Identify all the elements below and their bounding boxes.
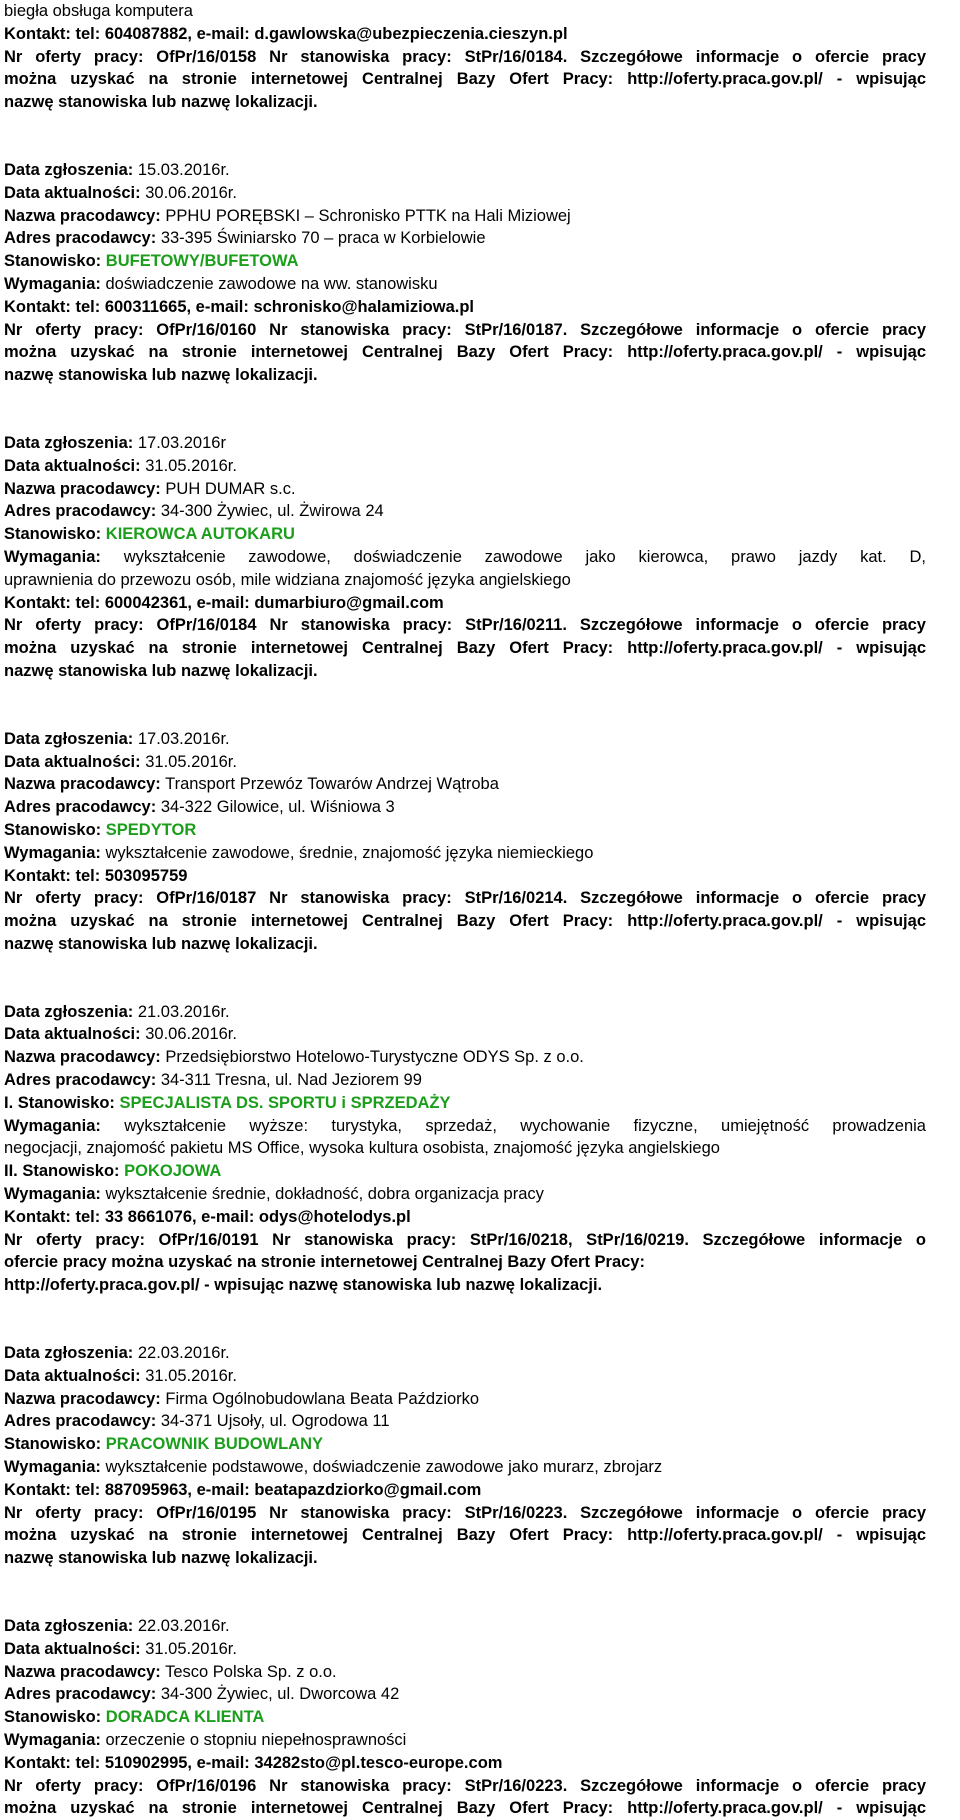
employer-address: 34-300 Żywiec, ul. Żwirowa 24 [160, 502, 384, 521]
job-offer [4, 432, 926, 683]
requirements-text: orzeczenie o stopniu niepełnosprawności [105, 1731, 407, 1749]
offer-info-line: można uzyskać na stronie internetowej Centralnej Bazy Ofert Pracy: http://oferty.praca.gov.pl/ - wpisując [4, 912, 926, 931]
employer-name: Przedsiębiorstwo Hotelowo-Turystyczne ODYS Sp. z o.o. [165, 1048, 584, 1067]
posted-date: 22.03.2016r. [137, 1344, 230, 1363]
job-offer [4, 728, 926, 956]
offer-info-line: nazwę stanowiska lub nazwę lokalizacji. [4, 1549, 318, 1568]
offer-number-line: Nr oferty pracy: OfPr/16/0195 Nr stanowiska pracy: StPr/16/0223. Szczegółowe informacje o ofercie pracy [4, 1503, 926, 1522]
spacer [4, 683, 926, 728]
field-label: Stanowisko: [4, 820, 102, 839]
employer-address: 34-322 Gilowice, ul. Wiśniowa 3 [160, 798, 395, 817]
job-offer [4, 159, 926, 387]
field-label: Data aktualności: [4, 1639, 141, 1658]
spacer [4, 956, 926, 1001]
contact-line: Kontakt: tel: 604087882, e-mail: d.gawlowska@ubezpieczenia.cieszyn.pl [4, 24, 568, 43]
valid-date: 30.06.2016r. [145, 183, 237, 202]
requirements-text: wykształcenie podstawowe, doświadczenie zawodowe jako murarz, zbrojarz [105, 1458, 663, 1477]
field-label: Wymagania: [4, 1116, 101, 1135]
employer-name: Firma Ogólnobudowlana Beata Paździorko [165, 1389, 480, 1408]
field-label: Data zgłoszenia: [4, 729, 134, 748]
field-label: Stanowisko: [4, 1435, 102, 1454]
contact-line: Kontakt: tel: 503095759 [4, 866, 188, 885]
field-label: Adres pracodawcy: [4, 798, 157, 817]
field-label: Wymagania: [4, 843, 101, 862]
field-label: Data zgłoszenia: [4, 1344, 134, 1363]
field-label: Wymagania: [4, 1185, 101, 1204]
field-label: Data aktualności: [4, 1025, 141, 1044]
offer-info-line: nazwę stanowiska lub nazwę lokalizacji. [4, 366, 318, 385]
position-title: SPECJALISTA DS. SPORTU i SPRZEDAŻY [119, 1093, 451, 1112]
field-label: Wymagania: [4, 1458, 101, 1477]
employer-name: Transport Przewóz Towarów Andrzej Wątroba [165, 775, 499, 794]
field-label: Nazwa pracodawcy: [4, 775, 161, 794]
offer-number-line: Nr oferty pracy: OfPr/16/0184 Nr stanowiska pracy: StPr/16/0211. Szczegółowe informacje o ofercie pracy [4, 616, 926, 635]
position-title: PRACOWNIK BUDOWLANY [105, 1435, 324, 1454]
valid-date: 31.05.2016r. [145, 752, 237, 771]
posted-date: 17.03.2016r. [137, 729, 230, 748]
requirement-continuation: biegła obsługa komputera [4, 2, 193, 20]
field-label: Adres pracodawcy: [4, 1685, 157, 1704]
position-title: DORADCA KLIENTA [105, 1708, 265, 1727]
field-label: Wymagania: [4, 274, 101, 293]
valid-date: 31.05.2016r. [145, 456, 237, 475]
spacer [4, 387, 926, 432]
field-label: Adres pracodawcy: [4, 1071, 157, 1090]
field-label: Stanowisko: [4, 252, 102, 271]
requirements-text: wykształcenie średnie, dokładność, dobra organizacja pracy [105, 1185, 544, 1204]
field-label: Wymagania: [4, 547, 101, 566]
position-title: BUFETOWY/BUFETOWA [105, 252, 299, 271]
posted-date: 17.03.2016r [137, 433, 226, 452]
requirements-text: negocjacji, znajomość pakietu MS Office, wysoka kultura osobista, znajomość języka angielskiego [4, 1139, 720, 1158]
requirements-text: wykształcenie wyższe: turystyka, sprzedaż, wychowanie fizyczne, umiejętność prowadzenia [124, 1116, 926, 1135]
contact-line: Kontakt: tel: 887095963, e-mail: beatapazdziorko@gmail.com [4, 1480, 482, 1499]
offer-info-line: można uzyskać na stronie internetowej Centralnej Bazy Ofert Pracy: http://oferty.praca.gov.pl/ - wpisując [4, 70, 926, 89]
offer-info-line: nazwę stanowiska lub nazwę lokalizacji. [4, 661, 318, 680]
offer-info-line: ofercie pracy można uzyskać na stronie internetowej Centralnej Bazy Ofert Pracy: [4, 1253, 645, 1272]
field-label: II. Stanowisko: [4, 1162, 120, 1181]
field-label: Data zgłoszenia: [4, 433, 134, 452]
field-label: Nazwa pracodawcy: [4, 1389, 161, 1408]
valid-date: 31.05.2016r. [145, 1366, 237, 1385]
field-label: Data zgłoszenia: [4, 1002, 134, 1021]
employer-name: PPHU PORĘBSKI – Schronisko PTTK na Hali Miziowej [165, 206, 571, 225]
offer-number-line: Nr oferty pracy: OfPr/16/0187 Nr stanowiska pracy: StPr/16/0214. Szczegółowe informacje o ofercie pracy [4, 889, 926, 908]
field-label: Nazwa pracodawcy: [4, 479, 161, 498]
requirements-text: wykształcenie zawodowe, średnie, znajomość języka niemieckiego [105, 843, 594, 862]
posted-date: 21.03.2016r. [137, 1002, 230, 1021]
field-label: Stanowisko: [4, 1708, 102, 1727]
field-label: Nazwa pracodawcy: [4, 206, 161, 225]
field-label: Adres pracodawcy: [4, 229, 157, 248]
field-label: Data aktualności: [4, 752, 141, 771]
contact-line: Kontakt: tel: 33 8661076, e-mail: odys@hotelodys.pl [4, 1207, 411, 1226]
offer-number-line: Nr oferty pracy: OfPr/16/0196 Nr stanowiska pracy: StPr/16/0223. Szczegółowe informacje o ofercie pracy [4, 1776, 926, 1795]
posted-date: 22.03.2016r. [137, 1617, 230, 1636]
field-label: Data aktualności: [4, 183, 141, 202]
employer-name: Tesco Polska Sp. z o.o. [165, 1662, 337, 1681]
field-label: Data zgłoszenia: [4, 160, 134, 179]
offer-info-line: http://oferty.praca.gov.pl/ - wpisując nazwę stanowiska lub nazwę lokalizacji. [4, 1276, 603, 1295]
requirements-text: wykształcenie zawodowe, doświadczenie zawodowe jako kierowca, prawo jazdy kat. D, [123, 547, 926, 566]
employer-name: PUH DUMAR s.c. [165, 479, 296, 498]
field-label: Adres pracodawcy: [4, 502, 157, 521]
employer-address: 34-311 Tresna, ul. Nad Jeziorem 99 [160, 1071, 422, 1090]
contact-line: Kontakt: tel: 600311665, e-mail: schronisko@halamiziowa.pl [4, 297, 475, 316]
offer-info-line: można uzyskać na stronie internetowej Centralnej Bazy Ofert Pracy: http://oferty.praca.gov.pl/ - wpisując [4, 1799, 926, 1818]
offer-fragment-top [4, 0, 926, 114]
position-title: KIEROWCA AUTOKARU [105, 525, 295, 544]
position-title: POKOJOWA [124, 1162, 222, 1181]
offer-number-line: Nr oferty pracy: OfPr/16/0191 Nr stanowiska pracy: StPr/16/0218, StPr/16/0219. Szczegółowe informacje o [4, 1230, 926, 1249]
field-label: Nazwa pracodawcy: [4, 1048, 161, 1067]
field-label: Data aktualności: [4, 1366, 141, 1385]
valid-date: 31.05.2016r. [145, 1639, 237, 1658]
contact-line: Kontakt: tel: 510902995, e-mail: 34282sto@pl.tesco-europe.com [4, 1753, 503, 1772]
offer-info-line: można uzyskać na stronie internetowej Centralnej Bazy Ofert Pracy: http://oferty.praca.gov.pl/ - wpisując [4, 639, 926, 658]
spacer [4, 114, 926, 159]
employer-address: 34-300 Żywiec, ul. Dworcowa 42 [160, 1685, 400, 1704]
contact-line: Kontakt: tel: 600042361, e-mail: dumarbiuro@gmail.com [4, 593, 444, 612]
offer-number-line: Nr oferty pracy: OfPr/16/0158 Nr stanowiska pracy: StPr/16/0184. Szczegółowe informacje o ofercie pracy [4, 47, 926, 66]
offer-info-line: nazwę stanowiska lub nazwę lokalizacji. [4, 934, 318, 953]
field-label: Stanowisko: [4, 525, 102, 544]
offer-number-line: Nr oferty pracy: OfPr/16/0160 Nr stanowiska pracy: StPr/16/0187. Szczegółowe informacje o ofercie pracy [4, 320, 926, 339]
field-label: Data zgłoszenia: [4, 1617, 134, 1636]
offer-info-line: można uzyskać na stronie internetowej Centralnej Bazy Ofert Pracy: http://oferty.praca.gov.pl/ - wpisując [4, 1526, 926, 1545]
offer-info-line: nazwę stanowiska lub nazwę lokalizacji. [4, 93, 318, 112]
valid-date: 30.06.2016r. [145, 1025, 237, 1044]
job-offer [4, 1342, 926, 1570]
spacer [4, 1570, 926, 1615]
posted-date: 15.03.2016r. [137, 160, 230, 179]
field-label: Adres pracodawcy: [4, 1412, 157, 1431]
job-offer [4, 1001, 926, 1297]
employer-address: 33-395 Świniarsko 70 – praca w Korbielowie [160, 229, 486, 248]
position-title: SPEDYTOR [105, 820, 197, 839]
requirements-text: doświadczenie zawodowe na ww. stanowisku [105, 274, 438, 293]
field-label: Data aktualności: [4, 456, 141, 475]
field-label: Wymagania: [4, 1731, 101, 1749]
requirements-text: uprawnienia do przewozu osób, mile widziana znajomość języka angielskiego [4, 570, 571, 589]
spacer [4, 1297, 926, 1342]
field-label: I. Stanowisko: [4, 1093, 115, 1112]
employer-address: 34-371 Ujsoły, ul. Ogrodowa 11 [160, 1412, 390, 1431]
field-label: Nazwa pracodawcy: [4, 1662, 161, 1681]
offer-info-line: można uzyskać na stronie internetowej Centralnej Bazy Ofert Pracy: http://oferty.praca.gov.pl/ - wpisując [4, 343, 926, 362]
